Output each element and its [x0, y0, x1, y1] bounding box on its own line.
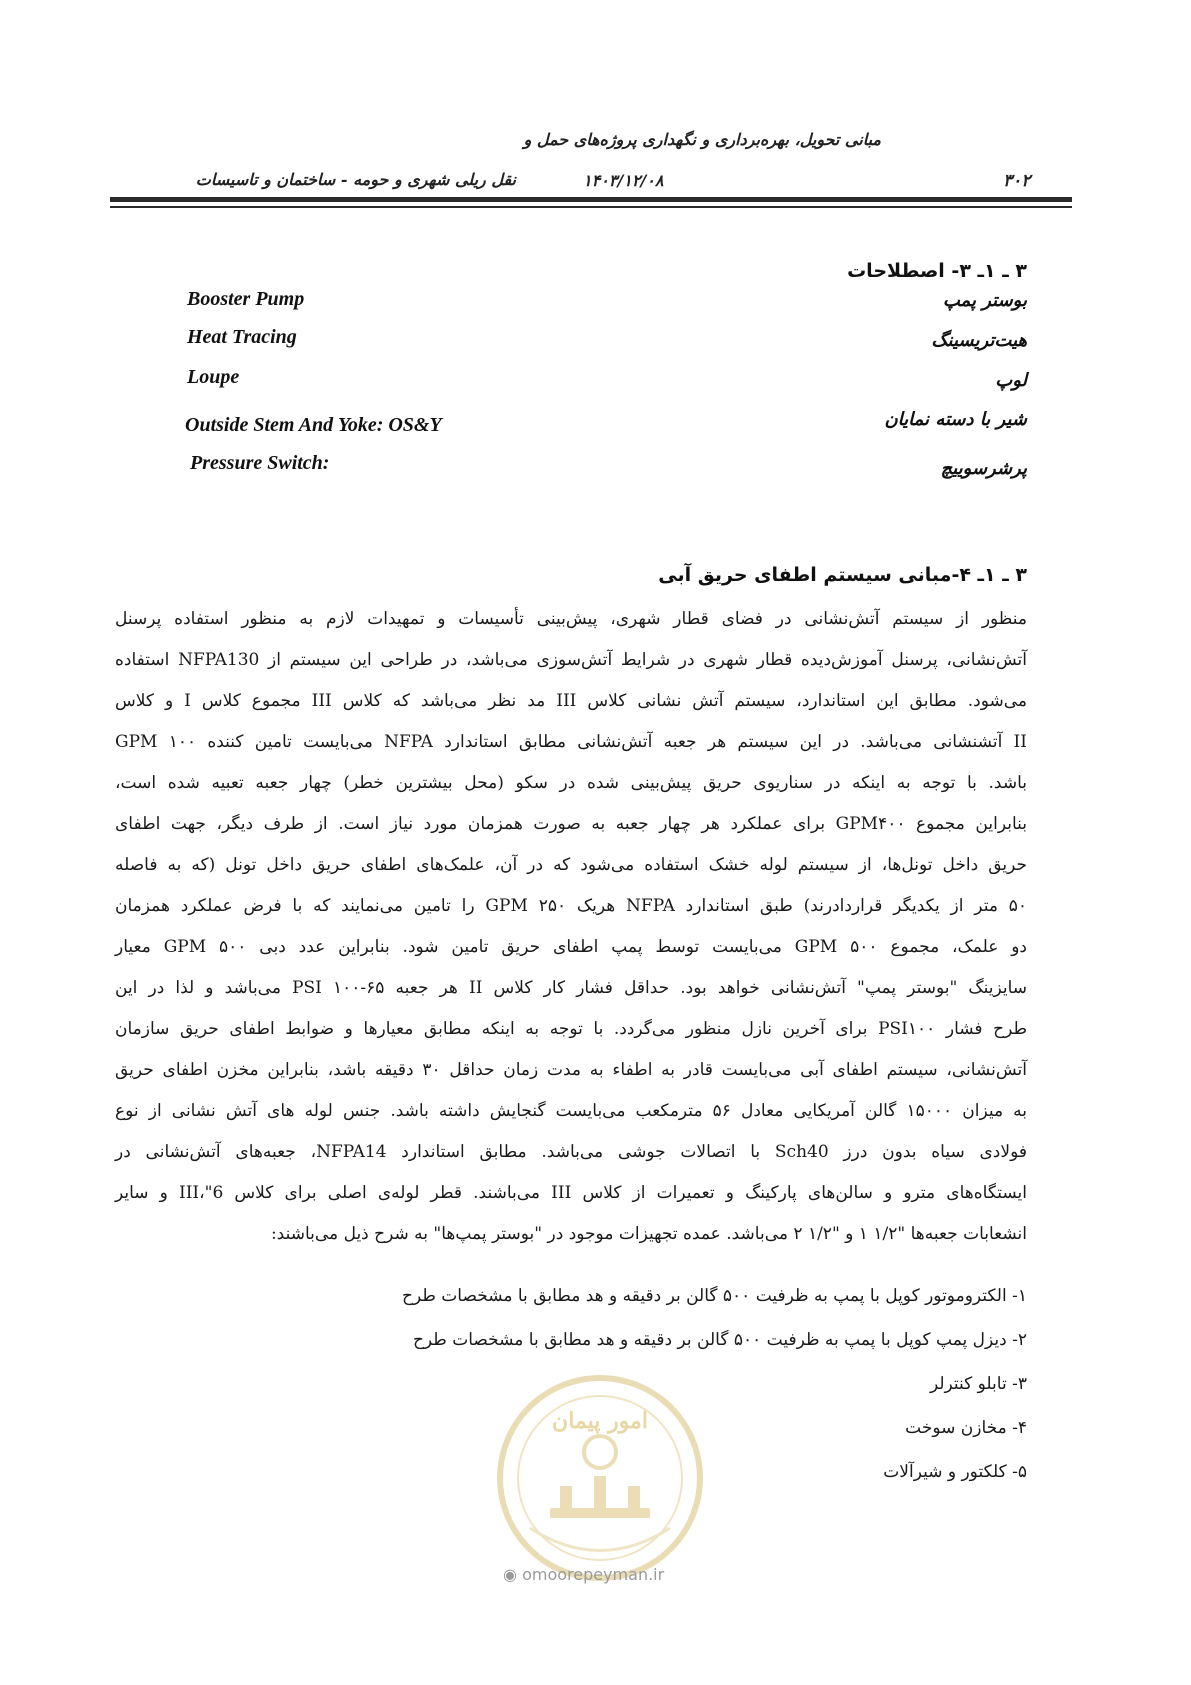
paragraph-line: II آتشنشانی می‌باشد. در این سیستم هر جعبه آتش‌نشانی مطابق استاندارد NFPA می‌بایست تامین کننده ۱۰۰ GPM	[115, 732, 1027, 752]
paragraph-line: به میزان ۱۵۰۰۰ گالن آمریکایی معادل ۵۶ مترمکعب می‌بایست گنجایش داشته باشد. جنس لوله های آتش نشانی از نوع	[115, 1101, 1027, 1121]
list-item: ۲- دیزل پمپ کوپل با پمپ به ظرفیت ۵۰۰ گالن بر دقیقه و هد مطابق با مشخصات طرح	[412, 1330, 1027, 1350]
watermark-seal-logo	[490, 1368, 710, 1588]
watermark-globe-icon: ◉	[503, 1565, 517, 1584]
paragraph-line: می‌شود. مطابق این استاندارد، سیستم آتش نشانی کلاس III مد نظر می‌باشد که کلاس III مجموع کلاس I و کلاس	[115, 691, 1027, 711]
paragraph-line: ایستگاه‌های مترو و سالن‌های پارکینگ و تعمیرات از کلاس III می‌باشند. قطر لوله‌ی اصلی برای کلاس III،"6 و سایر	[115, 1183, 1027, 1203]
header-rule-thin	[110, 206, 1072, 208]
paragraph-line: باشد. با توجه به اینکه در سناریوی حریق پیش‌بینی شده در سکو (محل بیشترین خطر) چهار جعبه تعبیه شده است،	[115, 773, 1027, 793]
term-english: Pressure Switch:	[190, 452, 330, 474]
paragraph-line: بنابراین مجموع GPM۴۰۰ برای عملکرد هر چهار جعبه به صورت همزمان مورد نیاز است. از طرف دیگر، جهت اطفای	[115, 814, 1027, 834]
list-item: ۵- کلکتور و شیرآلات	[883, 1462, 1027, 1482]
paragraph-line: ۵۰ متر از یکدیگر قراردادرند) طبق استاندارد NFPA هریک ۲۵۰ GPM را تامین می‌نمایند که با فرض عملکرد همزمان	[115, 896, 1028, 916]
paragraph-line: فولادی سیاه بدون درز Sch40 با اتصالات جوشی می‌باشد. مطابق استاندارد NFPA14، جعبه‌های آتش‌نشانی در	[115, 1142, 1027, 1162]
page-number: ۳۰۲	[1003, 171, 1031, 191]
paragraph-line: آتش‌نشانی، سیستم اطفای آبی می‌بایست قادر به اطفاء به مدت زمان حداقل ۳۰ دقیقه باشد، بنابراین مخزن اطفای حریق	[115, 1060, 1027, 1080]
term-english: Heat Tracing	[187, 326, 297, 348]
list-item: ۳- تابلو کنترلر	[929, 1374, 1027, 1394]
section-heading-fire-system: ۳ ـ ۱ـ ۴-مبانی سیستم اطفای حریق آبی	[658, 564, 1027, 586]
paragraph-line: حریق داخل تونل‌ها، از سیستم لوله خشک استفاده می‌شود که در آن، علمک‌های اطفای حریق داخل تونل (که به فاصله	[115, 855, 1028, 875]
header-title-line1: مبانی تحویل، بهره‌برداری و نگهداری پروژه‌های حمل و	[523, 130, 881, 149]
term-persian: لوپ	[995, 370, 1027, 391]
header-date: ۱۴۰۳/۱۲/۰۸	[583, 171, 664, 190]
seal-text: امور پیمان	[552, 1408, 648, 1434]
header-title-line2: نقل ریلی شهری و حومه - ساختمان و تاسیسات	[195, 170, 516, 189]
list-item: ۴- مخازن سوخت	[905, 1418, 1027, 1438]
paragraph-line: طرح فشار PSI۱۰۰ برای آخرین نازل منظور می‌گردد. با توجه به اینکه مطابق معیارها و ضوابط اطفای حریق سازمان	[115, 1019, 1027, 1039]
paragraph-line: انشعابات جعبه‌ها "۱/۲ ۱ و "۱/۲ ۲ می‌باشد. عمده تجهیزات موجود در "بوستر پمپ‌ها" به شرح ذیل می‌باشند:	[270, 1224, 1027, 1244]
paragraph-line: سایزینگ "بوستر پمپ" آتش‌نشانی خواهد بود. حداقل فشار کار کلاس II هر جعبه ۶۵-۱۰۰ PSI می‌باشد و لذا در این	[115, 978, 1027, 998]
term-persian: شیر با دسته نمایان	[884, 409, 1027, 430]
paragraph-line: منظور از سیستم آتش‌نشانی در فضای قطار شهری، پیش‌بینی تأسیسات و تمهیدات لازم به منظور استفاده پرسنل	[115, 609, 1027, 629]
term-persian: بوستر پمپ	[942, 290, 1027, 311]
term-english: Booster Pump	[187, 288, 305, 310]
term-english: Loupe	[187, 366, 240, 388]
section-heading-terms: ۳ ـ ۱ـ ۳- اصطلاحات	[847, 260, 1027, 282]
list-item: ۱- الکتروموتور کوپل با پمپ به ظرفیت ۵۰۰ گالن بر دقیقه و هد مطابق با مشخصات طرح	[402, 1286, 1027, 1306]
header-rule-thick	[110, 197, 1072, 202]
term-persian: پرشرسوییچ	[940, 458, 1027, 479]
paragraph-line: دو علمک، مجموع ۵۰۰ GPM می‌بایست توسط پمپ اطفای حریق تامین شود. بنابراین عدد دبی ۵۰۰ GPM معیار	[115, 937, 1028, 957]
paragraph-line: آتش‌نشانی، پرسنل آموزش‌دیده قطار شهری در شرایط آتش‌سوزی می‌باشد، در طراحی این سیستم از NFPA130 استفاده	[115, 650, 1027, 670]
watermark-url-text: omoorepeyman.ir	[522, 1565, 665, 1584]
watermark-url	[503, 1565, 664, 1584]
term-english: Outside Stem And Yoke: OS&Y	[185, 414, 442, 436]
term-persian: هیت‌تریسینگ	[931, 330, 1027, 351]
